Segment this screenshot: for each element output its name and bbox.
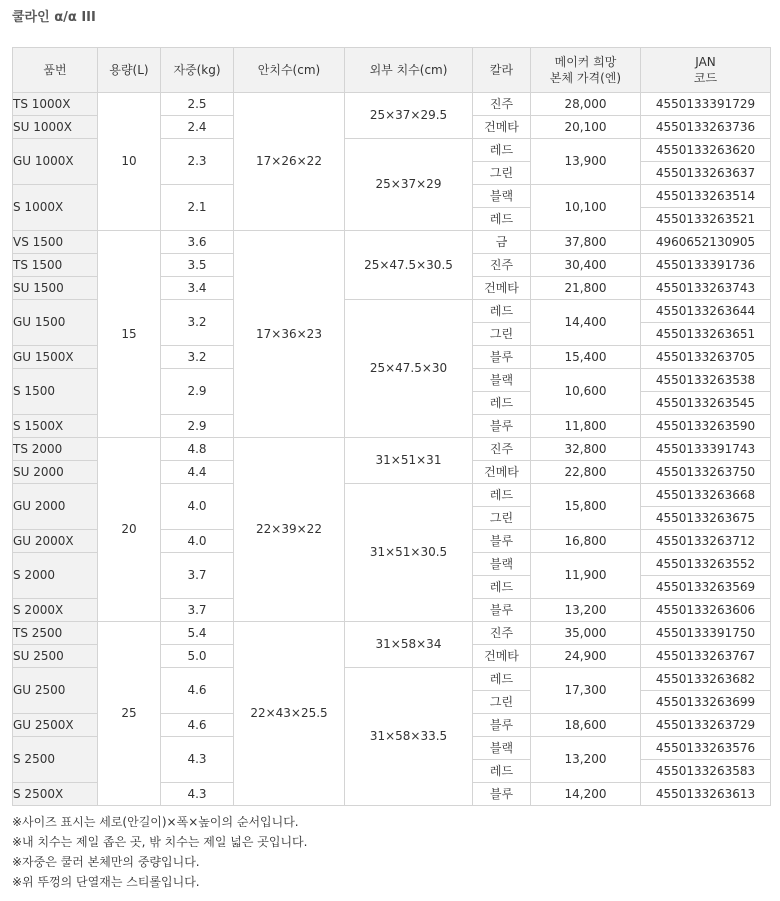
jan-cell: 4550133263675 bbox=[641, 507, 771, 530]
footnote: ※자중은 쿨러 본체만의 중량입니다. bbox=[12, 855, 200, 869]
model-cell: S 2500X bbox=[13, 783, 98, 806]
color-cell: 레드 bbox=[473, 484, 531, 507]
jan-cell: 4550133391750 bbox=[641, 622, 771, 645]
jan-cell: 4550133263514 bbox=[641, 185, 771, 208]
header-weight: 자중(kg) bbox=[161, 48, 234, 93]
jan-cell: 4550133263569 bbox=[641, 576, 771, 599]
model-cell: SU 2000 bbox=[13, 461, 98, 484]
table-header-row bbox=[13, 48, 771, 93]
model-cell: S 2000 bbox=[13, 553, 98, 599]
jan-cell: 4550133263668 bbox=[641, 484, 771, 507]
color-cell: 블랙 bbox=[473, 369, 531, 392]
color-cell: 건메타 bbox=[473, 116, 531, 139]
table-row bbox=[13, 231, 771, 254]
color-cell: 블랙 bbox=[473, 737, 531, 760]
model-cell: SU 1500 bbox=[13, 277, 98, 300]
color-cell: 그린 bbox=[473, 507, 531, 530]
jan-cell: 4550133263590 bbox=[641, 415, 771, 438]
capacity-cell: 10 bbox=[98, 93, 161, 231]
model-cell: S 1500 bbox=[13, 369, 98, 415]
color-cell: 레드 bbox=[473, 760, 531, 783]
weight-cell: 4.4 bbox=[161, 461, 234, 484]
jan-cell: 4550133263651 bbox=[641, 323, 771, 346]
price-cell: 13,200 bbox=[531, 599, 641, 622]
outer-size-cell: 25×37×29 bbox=[345, 139, 473, 231]
color-cell: 건메타 bbox=[473, 277, 531, 300]
color-cell: 진주 bbox=[473, 254, 531, 277]
weight-cell: 4.3 bbox=[161, 783, 234, 806]
jan-cell: 4550133263521 bbox=[641, 208, 771, 231]
table-row bbox=[13, 622, 771, 645]
color-cell: 진주 bbox=[473, 438, 531, 461]
color-cell: 블루 bbox=[473, 599, 531, 622]
weight-cell: 3.7 bbox=[161, 599, 234, 622]
model-cell: TS 1000X bbox=[13, 93, 98, 116]
inner-size-cell: 17×36×23 bbox=[234, 231, 345, 438]
jan-cell: 4550133263545 bbox=[641, 392, 771, 415]
color-cell: 블랙 bbox=[473, 185, 531, 208]
weight-cell: 4.6 bbox=[161, 668, 234, 714]
price-cell: 22,800 bbox=[531, 461, 641, 484]
price-cell: 10,600 bbox=[531, 369, 641, 415]
weight-cell: 3.2 bbox=[161, 300, 234, 346]
color-cell: 블루 bbox=[473, 415, 531, 438]
color-cell: 블루 bbox=[473, 530, 531, 553]
weight-cell: 4.0 bbox=[161, 530, 234, 553]
weight-cell: 4.3 bbox=[161, 737, 234, 783]
header-outer-size: 외부 치수(cm) bbox=[345, 48, 473, 93]
model-cell: GU 1000X bbox=[13, 139, 98, 185]
jan-cell: 4550133263637 bbox=[641, 162, 771, 185]
price-cell: 20,100 bbox=[531, 116, 641, 139]
outer-size-cell: 31×51×30.5 bbox=[345, 484, 473, 622]
footnotes bbox=[12, 812, 307, 892]
price-cell: 32,800 bbox=[531, 438, 641, 461]
color-cell: 그린 bbox=[473, 162, 531, 185]
weight-cell: 3.5 bbox=[161, 254, 234, 277]
price-cell: 24,900 bbox=[531, 645, 641, 668]
jan-cell: 4550133263606 bbox=[641, 599, 771, 622]
weight-cell: 4.6 bbox=[161, 714, 234, 737]
jan-cell: 4550133263620 bbox=[641, 139, 771, 162]
model-cell: GU 2500X bbox=[13, 714, 98, 737]
color-cell: 블루 bbox=[473, 783, 531, 806]
jan-cell: 4960652130905 bbox=[641, 231, 771, 254]
jan-cell: 4550133391736 bbox=[641, 254, 771, 277]
inner-size-cell: 22×39×22 bbox=[234, 438, 345, 622]
weight-cell: 2.4 bbox=[161, 116, 234, 139]
price-cell: 16,800 bbox=[531, 530, 641, 553]
weight-cell: 2.9 bbox=[161, 369, 234, 415]
outer-size-cell: 25×37×29.5 bbox=[345, 93, 473, 139]
jan-cell: 4550133263743 bbox=[641, 277, 771, 300]
outer-size-cell: 25×47.5×30 bbox=[345, 300, 473, 438]
header-capacity: 용량(L) bbox=[98, 48, 161, 93]
price-cell: 14,200 bbox=[531, 783, 641, 806]
weight-cell: 3.4 bbox=[161, 277, 234, 300]
weight-cell: 5.4 bbox=[161, 622, 234, 645]
header-jan: JAN 코드 bbox=[641, 48, 771, 93]
footnote: ※내 치수는 제일 좁은 곳, 밖 치수는 제일 넓은 곳입니다. bbox=[12, 835, 308, 849]
footnote: ※사이즈 표시는 세로(안길이)×폭×높이의 순서입니다. bbox=[12, 815, 299, 829]
model-cell: S 2000X bbox=[13, 599, 98, 622]
model-cell: S 1000X bbox=[13, 185, 98, 231]
header-model: 품번 bbox=[13, 48, 98, 93]
color-cell: 그린 bbox=[473, 323, 531, 346]
color-cell: 레드 bbox=[473, 300, 531, 323]
price-cell: 37,800 bbox=[531, 231, 641, 254]
weight-cell: 2.9 bbox=[161, 415, 234, 438]
price-cell: 18,600 bbox=[531, 714, 641, 737]
weight-cell: 2.1 bbox=[161, 185, 234, 231]
color-cell: 건메타 bbox=[473, 461, 531, 484]
jan-cell: 4550133263538 bbox=[641, 369, 771, 392]
jan-cell: 4550133263729 bbox=[641, 714, 771, 737]
jan-cell: 4550133391743 bbox=[641, 438, 771, 461]
price-cell: 15,800 bbox=[531, 484, 641, 530]
capacity-cell: 25 bbox=[98, 622, 161, 806]
table-row bbox=[13, 438, 771, 461]
header-price: 메이커 희망 본체 가격(엔) bbox=[531, 48, 641, 93]
model-cell: S 2500 bbox=[13, 737, 98, 783]
outer-size-cell: 25×47.5×30.5 bbox=[345, 231, 473, 300]
color-cell: 레드 bbox=[473, 392, 531, 415]
model-cell: TS 2500 bbox=[13, 622, 98, 645]
inner-size-cell: 22×43×25.5 bbox=[234, 622, 345, 806]
color-cell: 레드 bbox=[473, 208, 531, 231]
price-cell: 11,800 bbox=[531, 415, 641, 438]
model-cell: SU 2500 bbox=[13, 645, 98, 668]
jan-cell: 4550133263644 bbox=[641, 300, 771, 323]
jan-cell: 4550133263699 bbox=[641, 691, 771, 714]
jan-cell: 4550133263767 bbox=[641, 645, 771, 668]
jan-cell: 4550133263583 bbox=[641, 760, 771, 783]
outer-size-cell: 31×58×33.5 bbox=[345, 668, 473, 806]
jan-cell: 4550133263552 bbox=[641, 553, 771, 576]
model-cell: VS 1500 bbox=[13, 231, 98, 254]
jan-cell: 4550133263576 bbox=[641, 737, 771, 760]
price-cell: 13,900 bbox=[531, 139, 641, 185]
weight-cell: 4.0 bbox=[161, 484, 234, 530]
color-cell: 레드 bbox=[473, 668, 531, 691]
color-cell: 블랙 bbox=[473, 553, 531, 576]
model-cell: SU 1000X bbox=[13, 116, 98, 139]
outer-size-cell: 31×51×31 bbox=[345, 438, 473, 484]
model-cell: GU 1500X bbox=[13, 346, 98, 369]
footnote: ※위 뚜껑의 단열재는 스티롤입니다. bbox=[12, 875, 200, 889]
outer-size-cell: 31×58×34 bbox=[345, 622, 473, 668]
color-cell: 레드 bbox=[473, 576, 531, 599]
weight-cell: 5.0 bbox=[161, 645, 234, 668]
model-cell: GU 2500 bbox=[13, 668, 98, 714]
model-cell: GU 2000 bbox=[13, 484, 98, 530]
color-cell: 그린 bbox=[473, 691, 531, 714]
capacity-cell: 15 bbox=[98, 231, 161, 438]
header-inner-size: 안치수(cm) bbox=[234, 48, 345, 93]
price-cell: 10,100 bbox=[531, 185, 641, 231]
color-cell: 블루 bbox=[473, 346, 531, 369]
jan-cell: 4550133263712 bbox=[641, 530, 771, 553]
page-title: 쿨라인 α/α III bbox=[12, 10, 96, 25]
jan-cell: 4550133263705 bbox=[641, 346, 771, 369]
weight-cell: 3.6 bbox=[161, 231, 234, 254]
header-color: 칼라 bbox=[473, 48, 531, 93]
weight-cell: 2.3 bbox=[161, 139, 234, 185]
inner-size-cell: 17×26×22 bbox=[234, 93, 345, 231]
price-cell: 11,900 bbox=[531, 553, 641, 599]
price-cell: 17,300 bbox=[531, 668, 641, 714]
model-cell: S 1500X bbox=[13, 415, 98, 438]
capacity-cell: 20 bbox=[98, 438, 161, 622]
spec-table bbox=[12, 47, 771, 806]
table-row bbox=[13, 93, 771, 116]
jan-cell: 4550133391729 bbox=[641, 93, 771, 116]
model-cell: TS 1500 bbox=[13, 254, 98, 277]
jan-cell: 4550133263613 bbox=[641, 783, 771, 806]
price-cell: 28,000 bbox=[531, 93, 641, 116]
model-cell: GU 1500 bbox=[13, 300, 98, 346]
color-cell: 블루 bbox=[473, 714, 531, 737]
model-cell: TS 2000 bbox=[13, 438, 98, 461]
model-cell: GU 2000X bbox=[13, 530, 98, 553]
color-cell: 레드 bbox=[473, 139, 531, 162]
price-cell: 21,800 bbox=[531, 277, 641, 300]
price-cell: 35,000 bbox=[531, 622, 641, 645]
weight-cell: 3.2 bbox=[161, 346, 234, 369]
jan-cell: 4550133263736 bbox=[641, 116, 771, 139]
weight-cell: 2.5 bbox=[161, 93, 234, 116]
price-cell: 14,400 bbox=[531, 300, 641, 346]
color-cell: 진주 bbox=[473, 93, 531, 116]
weight-cell: 4.8 bbox=[161, 438, 234, 461]
weight-cell: 3.7 bbox=[161, 553, 234, 599]
color-cell: 진주 bbox=[473, 622, 531, 645]
jan-cell: 4550133263750 bbox=[641, 461, 771, 484]
price-cell: 15,400 bbox=[531, 346, 641, 369]
color-cell: 금 bbox=[473, 231, 531, 254]
color-cell: 건메타 bbox=[473, 645, 531, 668]
jan-cell: 4550133263682 bbox=[641, 668, 771, 691]
price-cell: 30,400 bbox=[531, 254, 641, 277]
price-cell: 13,200 bbox=[531, 737, 641, 783]
